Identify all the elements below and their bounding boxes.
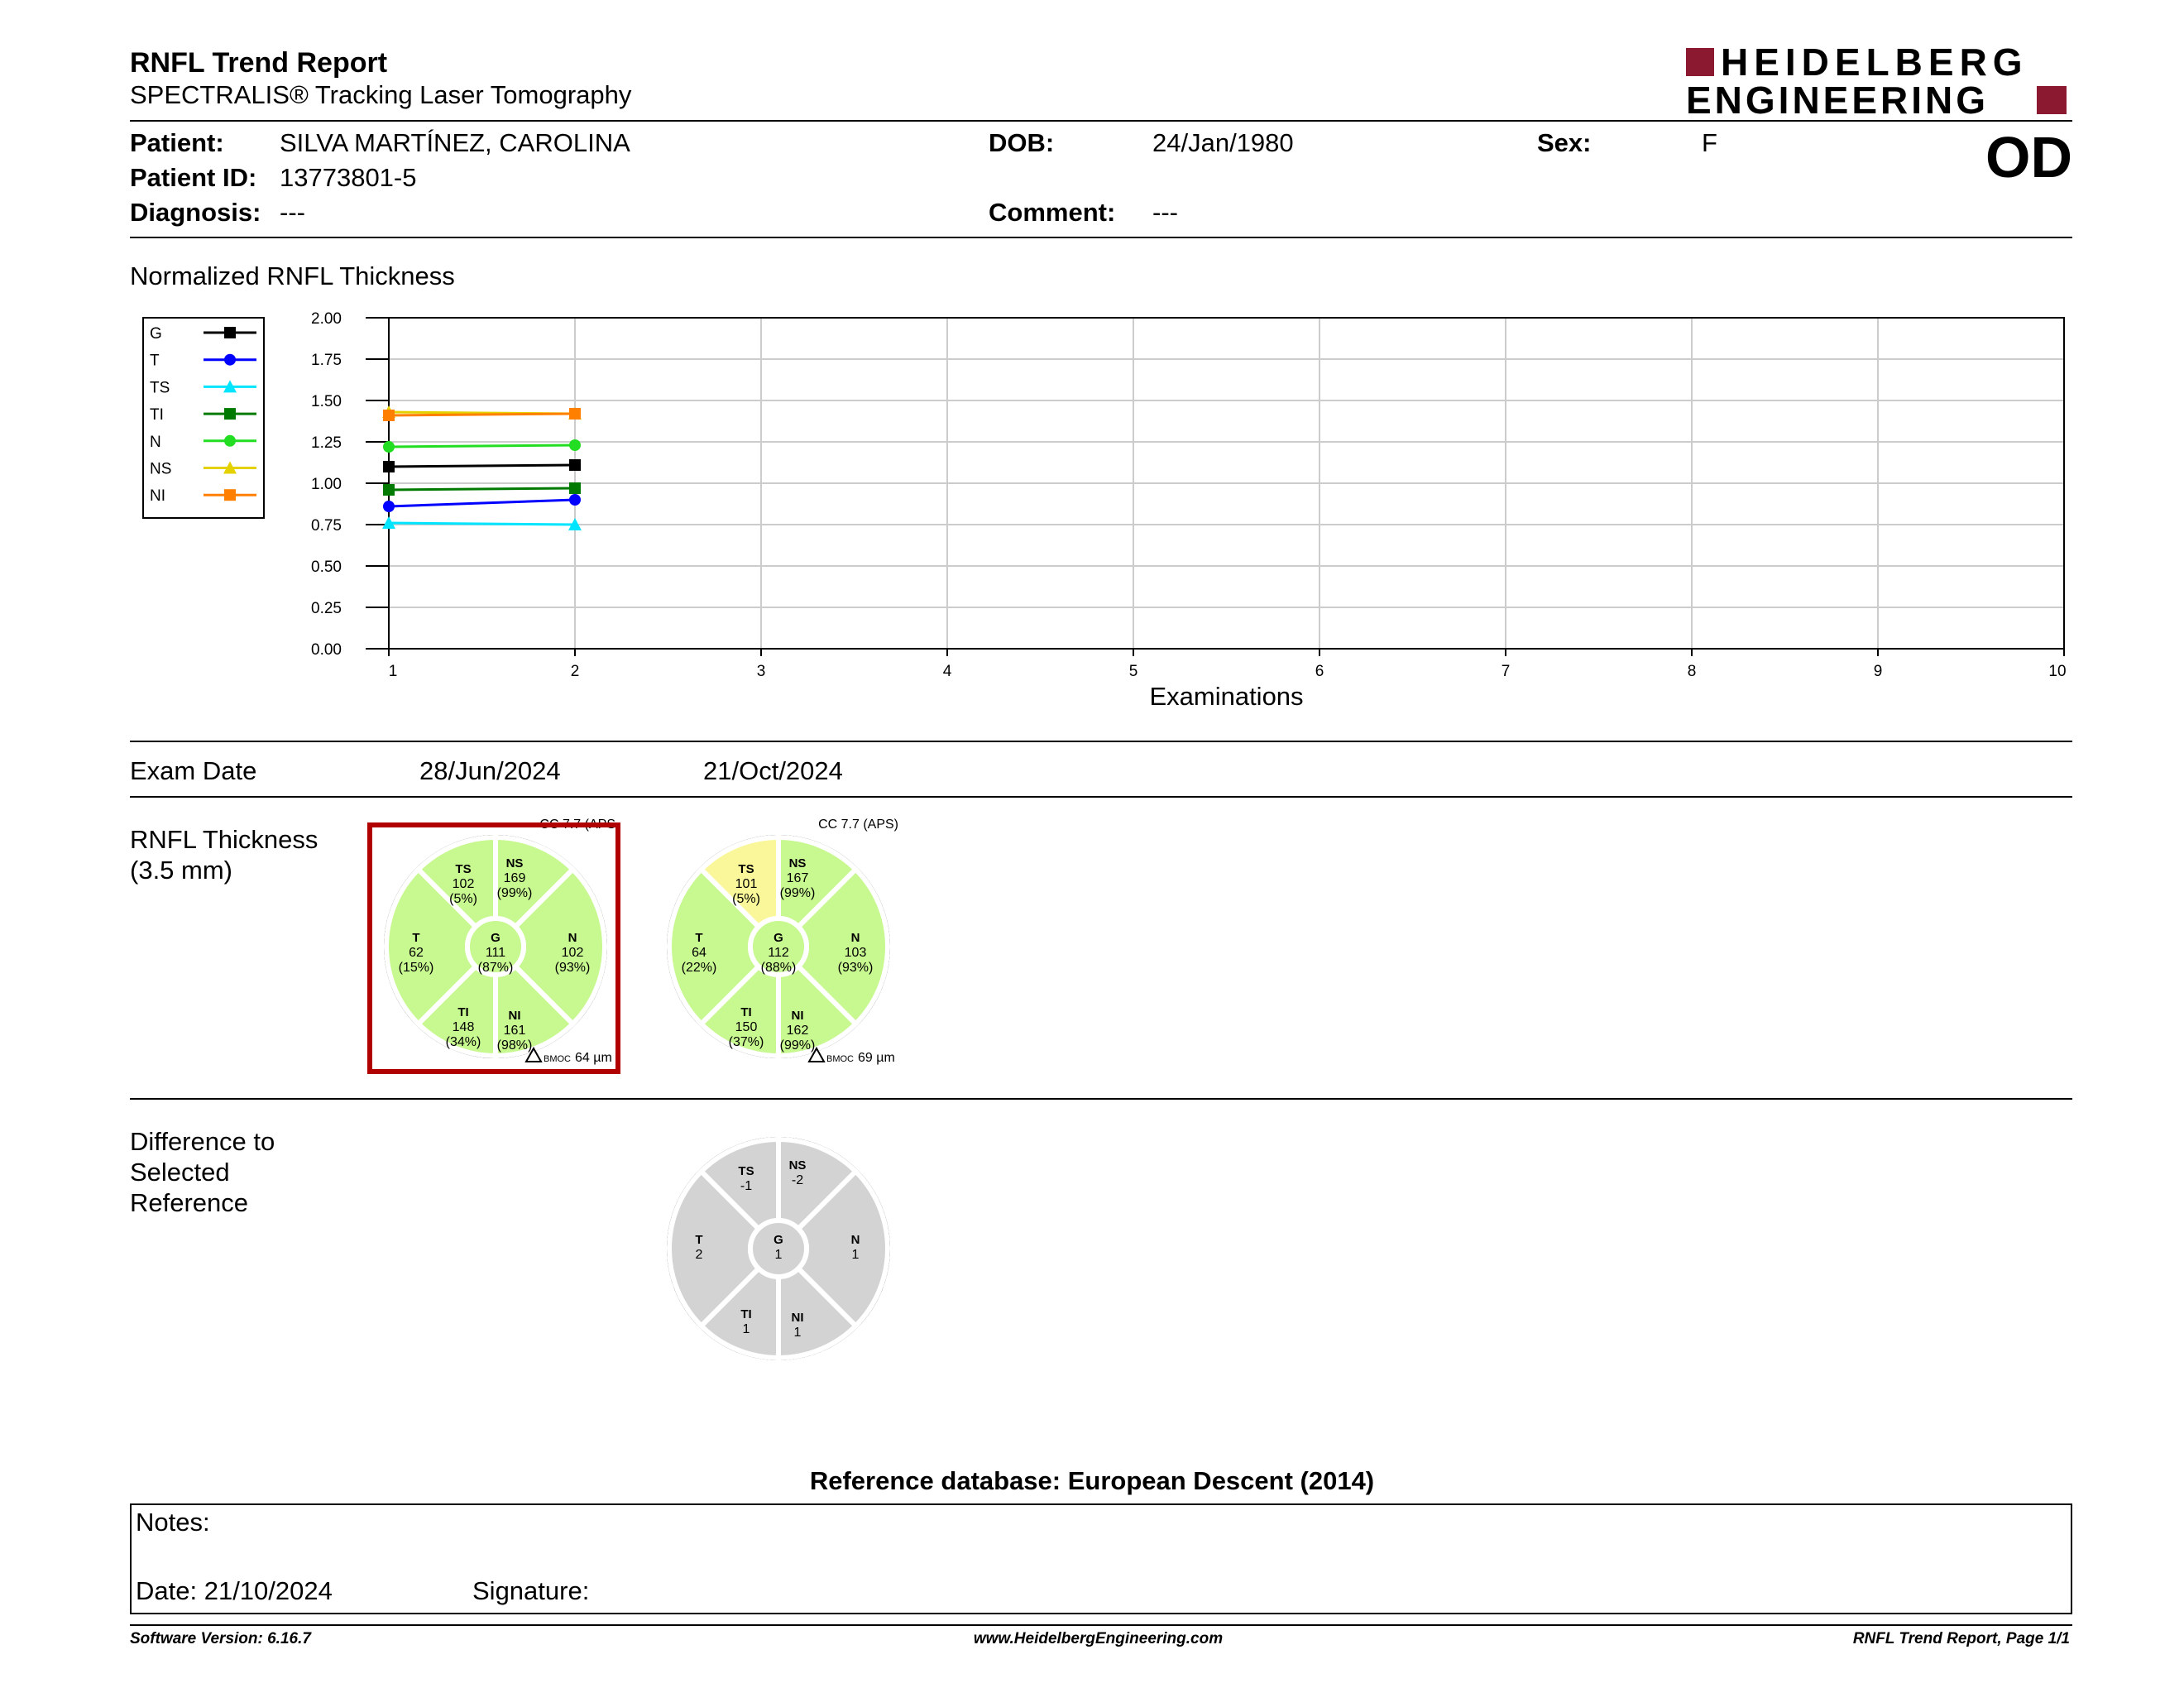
sector-percent: (22%) xyxy=(681,961,717,975)
exam-date-1: 28/Jun/2024 xyxy=(419,756,561,785)
sector-value: 162 xyxy=(786,1024,809,1038)
thickness-divider xyxy=(130,1098,2072,1100)
diagnosis-value: --- xyxy=(280,198,305,227)
rnfl-circle-exam-1 xyxy=(385,818,615,1065)
sector-percent: (34%) xyxy=(445,1035,481,1049)
sector-name: N xyxy=(850,1233,860,1247)
thickness-label-line2: (3.5 mm) xyxy=(130,856,232,885)
x-tick-label: 7 xyxy=(1501,663,1511,680)
x-tick-label: 9 xyxy=(1873,663,1883,680)
report-subtitle: SPECTRALIS® Tracking Laser Tomography xyxy=(130,80,632,109)
sector-label-g xyxy=(774,1233,783,1262)
notes-box xyxy=(130,1503,2072,1614)
sector-value: 103 xyxy=(844,946,867,960)
sector-value: 1 xyxy=(793,1326,802,1340)
difference-circle xyxy=(668,1138,889,1360)
x-tick-label: 1 xyxy=(388,663,398,680)
sector-percent: (5%) xyxy=(449,892,477,906)
sector-name: T xyxy=(695,1233,703,1247)
sector-value: 102 xyxy=(561,946,584,960)
exam-date-label: Exam Date xyxy=(130,756,257,785)
sector-value: 101 xyxy=(735,877,758,891)
difference-label-line2: Selected xyxy=(130,1158,230,1187)
sector-percent: (93%) xyxy=(554,961,591,975)
patient-id-label: Patient ID: xyxy=(130,163,257,192)
dob-value: 24/Jan/1980 xyxy=(1152,128,1294,157)
report-title: RNFL Trend Report xyxy=(130,47,388,79)
x-tick-label: 6 xyxy=(1315,663,1324,680)
sector-percent: (37%) xyxy=(728,1035,764,1049)
sector-percent: (87%) xyxy=(477,961,514,975)
sector-name: TI xyxy=(457,1005,469,1019)
sector-name: NI xyxy=(791,1311,804,1325)
difference-label-line3: Reference xyxy=(130,1188,249,1217)
y-tick-label: 2.00 xyxy=(311,310,342,328)
rnfl-circle-exam-2 xyxy=(668,818,898,1065)
sector-label-t xyxy=(695,1233,702,1262)
x-tick-label: 5 xyxy=(1128,663,1138,680)
sector-percent: (88%) xyxy=(760,961,797,975)
sector-name: NS xyxy=(788,856,807,870)
legend-label: N xyxy=(150,433,161,451)
y-tick-label: 0.25 xyxy=(311,600,342,617)
y-tick-label: 0.75 xyxy=(311,517,342,535)
sector-percent: (99%) xyxy=(496,886,533,900)
sector-value: 102 xyxy=(452,877,475,891)
sector-percent: (99%) xyxy=(779,886,816,900)
logo-text-line1: HEIDELBERG xyxy=(1721,41,2028,84)
sector-value: 1 xyxy=(851,1248,860,1262)
footer-website[interactable]: www.HeidelbergEngineering.com xyxy=(973,1630,1224,1647)
sector-name: TS xyxy=(738,862,754,876)
footer-divider xyxy=(130,1624,2072,1626)
sector-name: TS xyxy=(738,1164,754,1178)
sector-name: T xyxy=(412,931,420,945)
sector-name: N xyxy=(850,931,860,945)
sector-value: 1 xyxy=(742,1322,750,1336)
comment-label: Comment: xyxy=(989,198,1116,227)
y-tick-label: 1.75 xyxy=(311,352,342,369)
bmoc-value: 69 µm xyxy=(858,1051,895,1065)
signature-label: Signature: xyxy=(472,1576,590,1605)
sector-name: G xyxy=(491,931,500,945)
legend-label: TI xyxy=(150,406,164,424)
notes-date: Date: 21/10/2024 xyxy=(136,1576,333,1605)
sector-percent: (93%) xyxy=(837,961,874,975)
patient-label: Patient: xyxy=(130,128,224,157)
sex-value: F xyxy=(1702,128,1717,157)
patient-id-value: 13773801-5 xyxy=(280,163,417,192)
sector-value: 167 xyxy=(786,871,809,885)
comment-value: --- xyxy=(1152,198,1178,227)
footer-page: RNFL Trend Report, Page 1/1 xyxy=(1852,1630,2070,1647)
y-tick-label: 1.50 xyxy=(311,393,342,410)
reference-database: Reference database: European Descent (2014) xyxy=(809,1466,1375,1495)
footer-software-version: Software Version: 6.16.7 xyxy=(130,1630,311,1647)
sector-value: 112 xyxy=(768,946,789,960)
bmoc-label: BMOC xyxy=(544,1054,571,1064)
notes-label: Notes: xyxy=(136,1508,210,1537)
sector-name: T xyxy=(695,931,703,945)
y-tick-label: 0.00 xyxy=(311,641,342,659)
sector-value: 150 xyxy=(735,1020,758,1034)
sector-name: NS xyxy=(788,1158,807,1172)
cc-label: CC 7.7 (APS) xyxy=(818,818,898,832)
sector-value: -2 xyxy=(791,1173,804,1187)
y-tick-label: 1.25 xyxy=(311,434,342,452)
x-axis-label: Examinations xyxy=(1149,682,1304,711)
chart-section-title: Normalized RNFL Thickness xyxy=(130,261,455,290)
thickness-label-line1: RNFL Thickness xyxy=(130,825,318,854)
difference-label-line1: Difference to xyxy=(130,1127,275,1156)
logo-text-line2: ENGINEERING xyxy=(1686,79,1990,122)
sector-value: 169 xyxy=(503,871,526,885)
sector-label-ts xyxy=(738,1164,754,1193)
x-tick-label: 2 xyxy=(570,663,580,680)
sector-value: 1 xyxy=(774,1248,783,1262)
sector-percent: (99%) xyxy=(779,1038,816,1053)
sector-value: 148 xyxy=(452,1020,475,1034)
sector-value: 64 xyxy=(692,946,706,960)
sector-value: 111 xyxy=(485,946,506,960)
sector-value: 2 xyxy=(695,1248,703,1262)
legend-label: NS xyxy=(150,460,172,478)
legend-label: G xyxy=(150,325,162,343)
sector-name: TI xyxy=(740,1005,752,1019)
sector-percent: (15%) xyxy=(398,961,434,975)
patient-value: SILVA MARTÍNEZ, CAROLINA xyxy=(280,128,630,157)
cc-label: CC 7.7 (APS xyxy=(539,818,615,832)
x-tick-label: 10 xyxy=(2048,663,2067,680)
sector-label-n xyxy=(851,1233,860,1262)
sex-label: Sex: xyxy=(1537,128,1592,157)
bmoc-value: 64 µm xyxy=(575,1051,612,1065)
sector-name: NI xyxy=(508,1009,521,1023)
dob-label: DOB: xyxy=(989,128,1055,157)
sector-value: 161 xyxy=(503,1024,526,1038)
x-tick-label: 8 xyxy=(1687,663,1697,680)
eye-indicator: OD xyxy=(1985,125,2072,189)
sector-name: N xyxy=(568,931,577,945)
diagnosis-label: Diagnosis: xyxy=(130,198,261,227)
legend-label: T xyxy=(150,352,160,370)
x-tick-label: 3 xyxy=(756,663,766,680)
sector-name: TI xyxy=(740,1307,752,1321)
y-tick-label: 0.50 xyxy=(311,559,342,576)
sector-name: G xyxy=(774,931,783,945)
sector-value: -1 xyxy=(740,1179,753,1193)
legend-label: TS xyxy=(150,379,170,397)
y-tick-label: 1.00 xyxy=(311,476,342,493)
sector-percent: (98%) xyxy=(496,1038,533,1053)
sector-name: NS xyxy=(505,856,524,870)
sector-value: 62 xyxy=(409,946,424,960)
legend-label: NI xyxy=(150,487,165,506)
sector-name: G xyxy=(774,1233,783,1247)
exam-date-2: 21/Oct/2024 xyxy=(703,756,843,785)
sector-name: NI xyxy=(791,1009,804,1023)
x-tick-label: 4 xyxy=(942,663,952,680)
bmoc-label: BMOC xyxy=(826,1054,854,1064)
sector-name: TS xyxy=(455,862,472,876)
sector-percent: (5%) xyxy=(732,892,760,906)
